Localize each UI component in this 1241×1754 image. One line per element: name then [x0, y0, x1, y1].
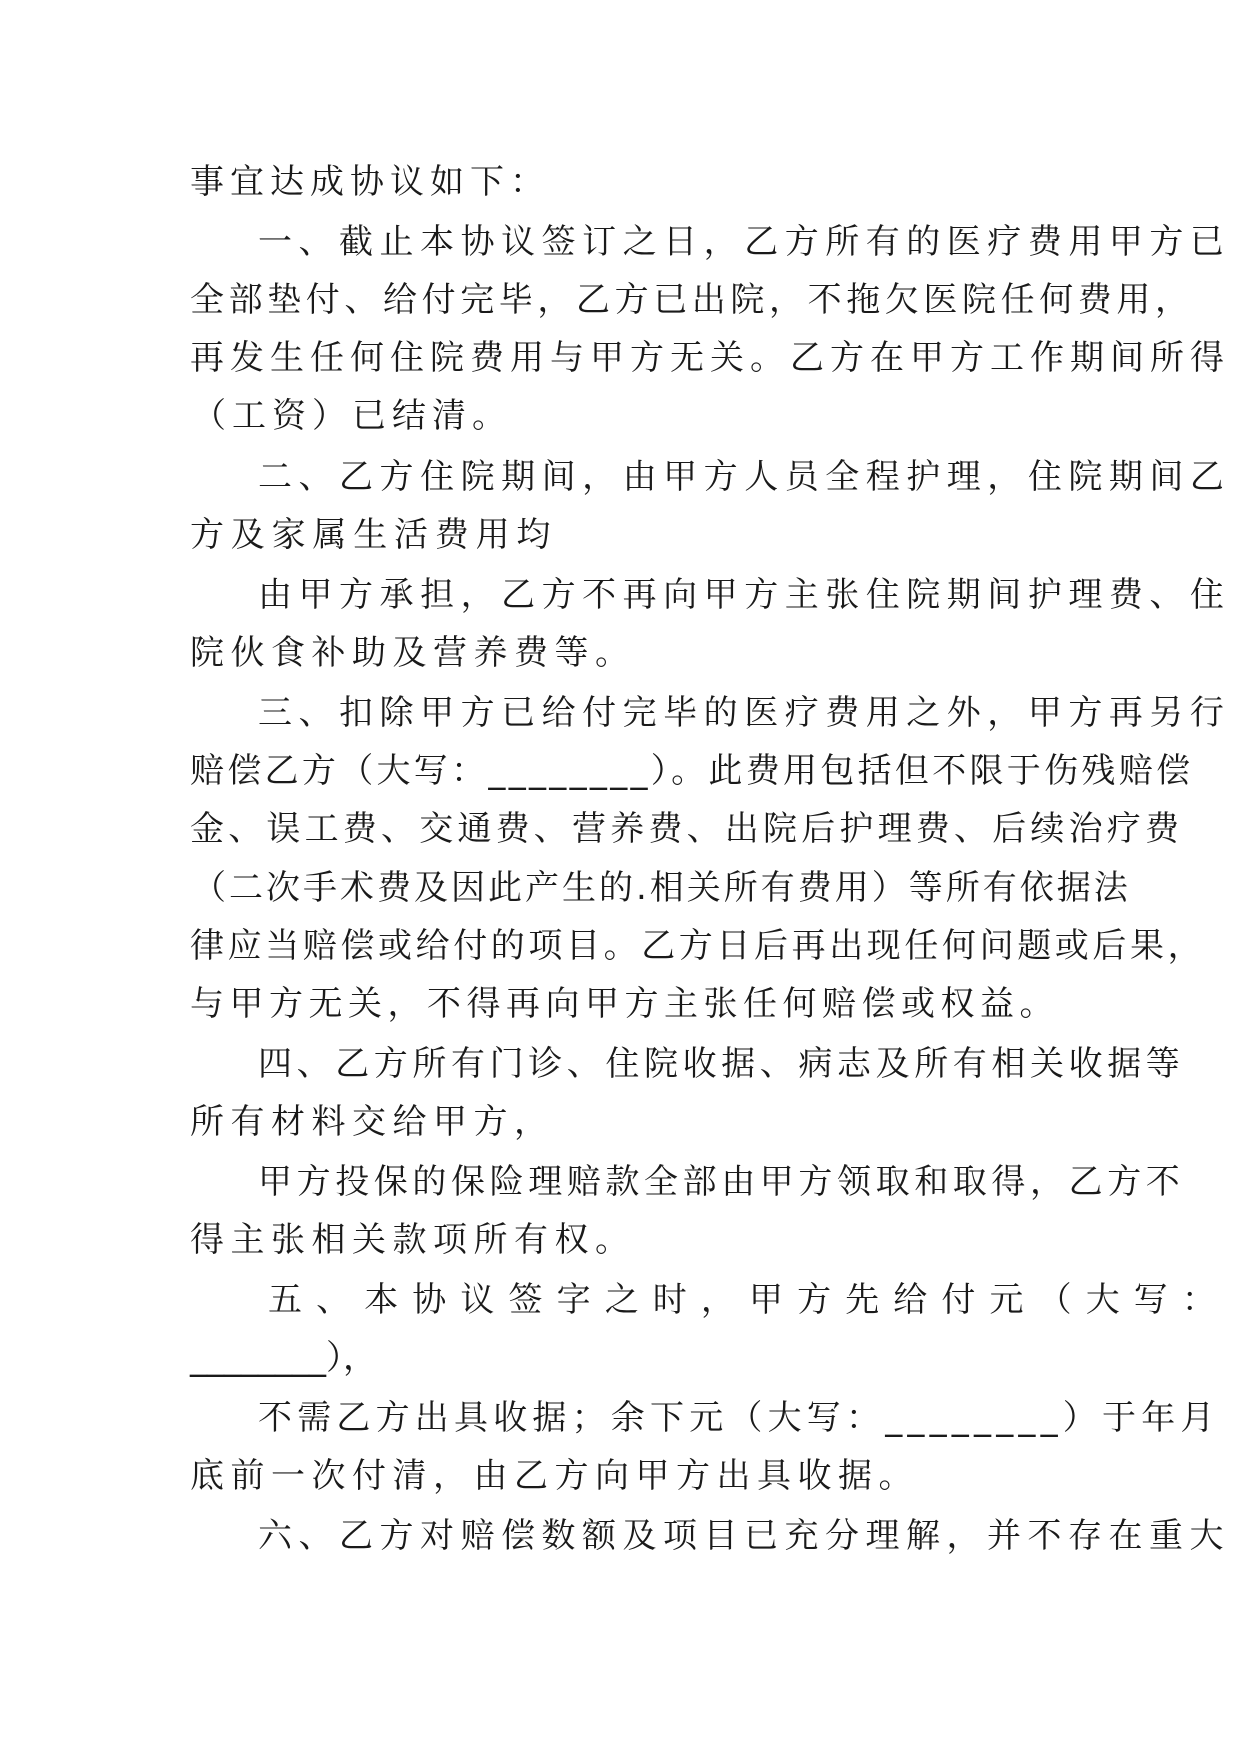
- text-line: 再发生任何住院费用与甲方无关。乙方在甲方工作期间所得: [190, 338, 1230, 378]
- text-line: 方及家属生活费用均: [190, 515, 558, 555]
- clause-three-line: 三、扣除甲方已给付完毕的医疗费用之外，甲方再另行: [258, 693, 1231, 733]
- text-line: 所有材料交给甲方，: [190, 1102, 555, 1142]
- text-line: 与甲方无关，不得再向甲方主张任何赔偿或权益。: [190, 984, 1059, 1024]
- clause-one-line: 一、截止本协议签订之日，乙方所有的医疗费用甲方已: [258, 222, 1231, 262]
- text-line: ________），: [190, 1338, 377, 1378]
- text-line: 不需乙方出具收据；余下元（大写：________）于年月: [258, 1398, 1220, 1438]
- text-line: 事宜达成协议如下：: [190, 162, 550, 202]
- clause-two-line: 二、乙方住院期间，由甲方人员全程护理，住院期间乙: [258, 457, 1231, 497]
- text-line: 由甲方承担，乙方不再向甲方主张住院期间护理费、住: [258, 575, 1231, 615]
- text-line: （二次手术费及因此产生的.相关所有费用）等所有依据法: [192, 868, 1131, 908]
- clause-six-line: 六、乙方对赔偿数额及项目已充分理解，并不存在重大: [258, 1516, 1230, 1556]
- text-line: 甲方投保的保险理赔款全部由甲方领取和取得，乙方不: [258, 1162, 1185, 1202]
- text-line: 院伙食补助及营养费等。: [190, 633, 636, 673]
- text-line: 全部垫付、给付完毕，乙方已出院，不拖欠医院任何费用，: [190, 280, 1194, 320]
- text-line: 得主张相关款项所有权。: [190, 1220, 636, 1260]
- text-line: （工资）已结清。: [192, 396, 512, 436]
- text-line: 律应当赔偿或给付的项目。乙方日后再出现任何问题或后果，: [190, 926, 1206, 966]
- text-line: 底前一次付清，由乙方向甲方出具收据。: [190, 1456, 919, 1496]
- clause-five-line: 五、本协议签字之时，甲方先给付元（大写：: [268, 1280, 1230, 1320]
- clause-four-line: 四、乙方所有门诊、住院收据、病志及所有相关收据等: [258, 1044, 1185, 1084]
- text-line: 金、误工费、交通费、营养费、出院后护理费、后续治疗费: [190, 809, 1184, 849]
- text-line: 赔偿乙方（大写：________）。此费用包括但不限于伤残赔偿: [190, 751, 1194, 791]
